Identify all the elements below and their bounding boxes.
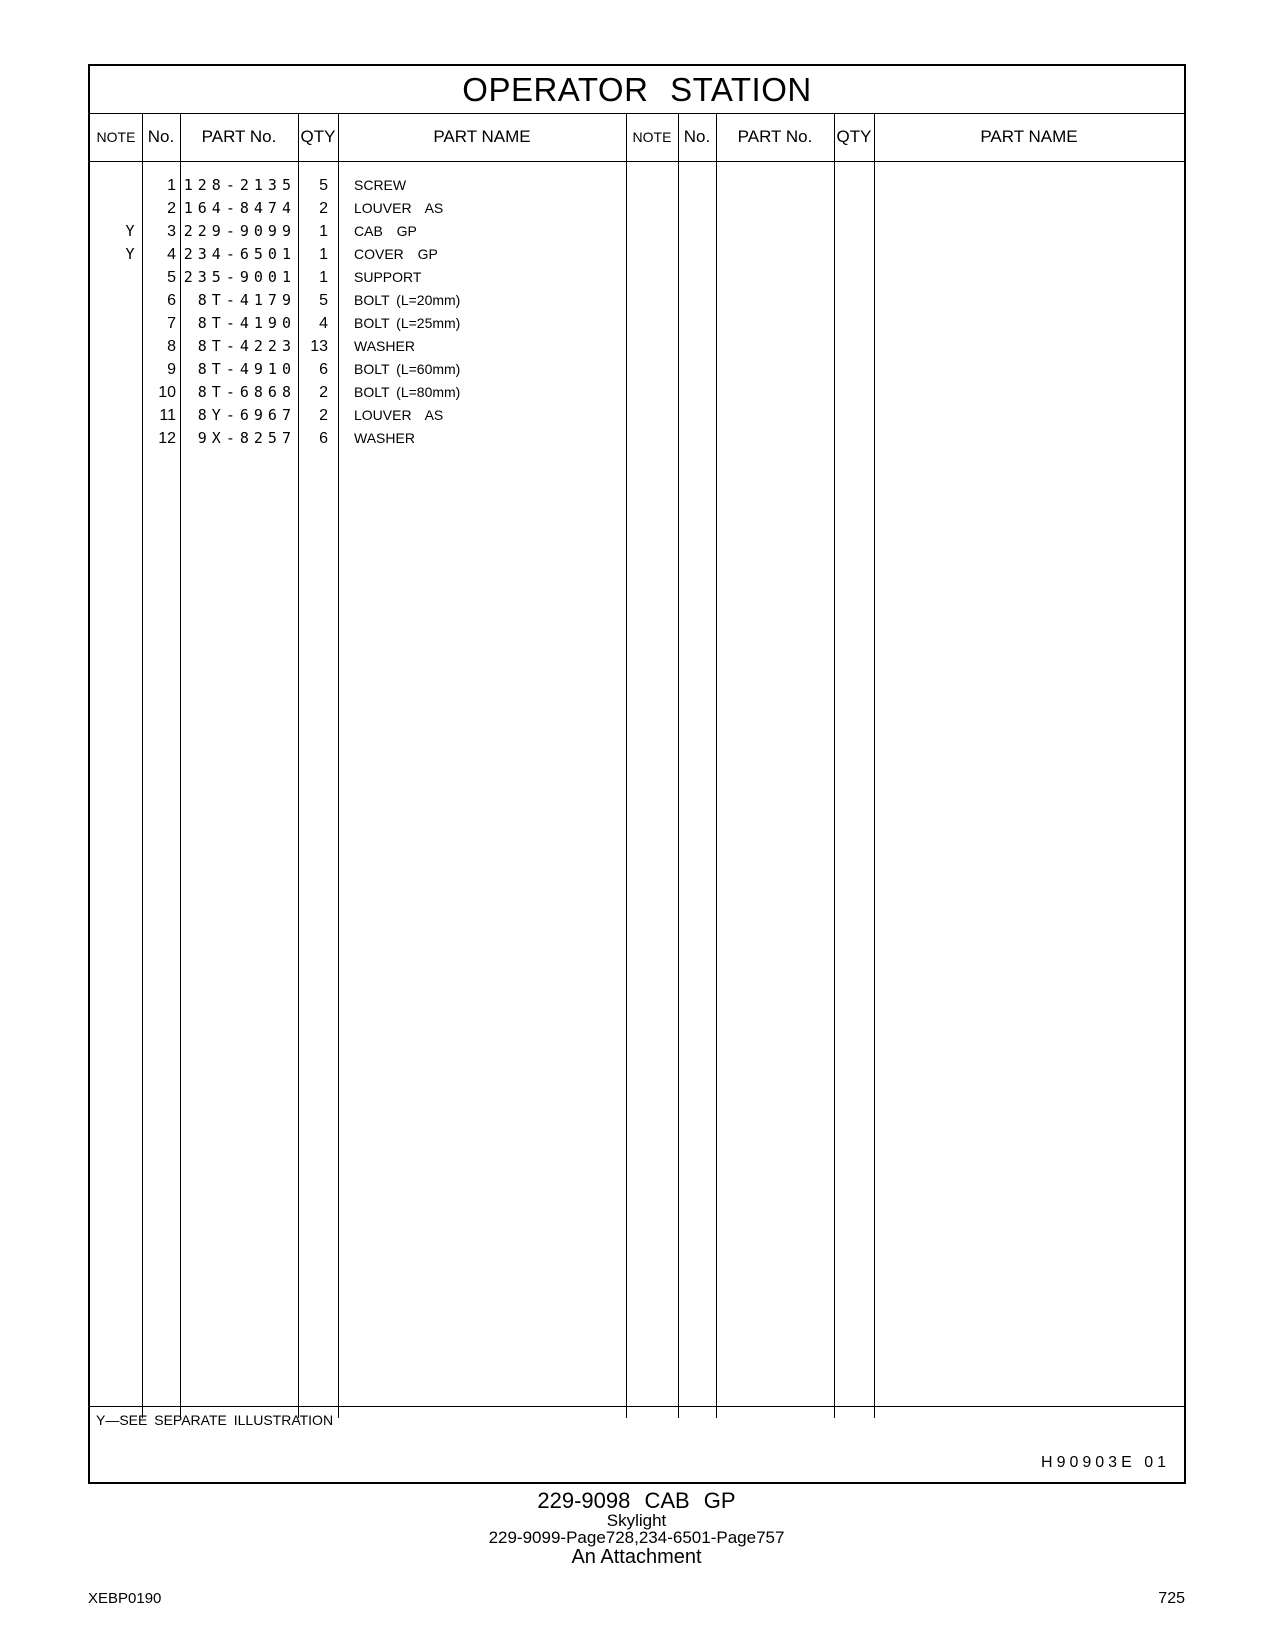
row-quantity: 5 [319,292,328,309]
caption-group-title: 229-9098 CAB GP [537,1488,736,1513]
column-divider [678,113,679,1418]
row-note: Y [125,245,135,263]
row-quantity: 5 [319,177,328,194]
row-quantity: 2 [319,200,328,217]
row-quantity: 4 [319,315,328,332]
row-quantity: 2 [319,407,328,424]
row-number: 11 [159,407,176,424]
header-note-right: NOTE [632,129,672,145]
illustration-code: H90903E 01 [1041,1454,1170,1471]
row-part-name: BOLT (L=20mm) [354,292,461,308]
row-quantity: 2 [319,384,328,401]
row-quantity: 1 [319,269,328,286]
row-number: 2 [167,200,176,217]
row-part-name: SUPPORT [354,269,422,285]
column-divider [716,113,717,1418]
row-quantity: 1 [319,246,328,263]
row-part-number: 128-2135 [183,176,296,194]
row-part-name: CAB GP [354,223,417,239]
caption-page-references: 229-9099-Page728,234-6501-Page757 [488,1528,785,1547]
row-part-name: SCREW [354,177,407,193]
row-number: 3 [167,223,176,240]
header-part-name-left: PART NAME [433,127,531,146]
row-part-name: LOUVER AS [354,200,444,216]
row-number: 1 [167,177,176,194]
row-number: 9 [167,361,176,378]
caption-subtitle: Skylight [606,1511,667,1530]
header-qty-right: QTY [836,127,872,146]
row-number: 10 [158,384,176,401]
row-part-number: 8Y-6967 [197,406,296,424]
row-quantity: 6 [319,430,328,447]
row-part-number: 234-6501 [183,245,296,263]
row-number: 5 [167,269,176,286]
row-number: 4 [167,246,176,263]
row-quantity: 1 [319,223,328,240]
row-part-name: LOUVER AS [354,407,444,423]
row-part-number: 8T-6868 [197,383,296,401]
row-part-number: 8T-4179 [197,291,296,309]
header-no-right: No. [683,127,711,146]
table-title: OPERATOR STATION [90,66,1184,114]
column-divider [626,113,627,1418]
row-part-name: BOLT (L=25mm) [354,315,461,331]
row-part-number: 164-8474 [183,199,296,217]
document-id: XEBP0190 [88,1590,162,1607]
page-number: 725 [1158,1590,1185,1607]
row-note: Y [125,222,135,240]
row-part-name: WASHER [354,430,415,446]
header-note-left: NOTE [96,129,136,145]
row-quantity: 6 [319,361,328,378]
row-part-number: 8T-4910 [197,360,296,378]
header-part-no-left: PART No. [201,127,277,146]
row-part-number: 8T-4223 [197,337,296,355]
row-number: 7 [167,315,176,332]
row-part-name: BOLT (L=80mm) [354,384,461,400]
row-number: 6 [167,292,176,309]
row-part-name: BOLT (L=60mm) [354,361,461,377]
parts-table-frame [88,64,1186,1484]
header-no-left: No. [147,127,175,146]
table-header-row [90,113,1184,162]
column-divider [874,113,875,1418]
column-divider [180,113,181,1418]
row-part-name: WASHER [354,338,415,354]
row-part-number: 8T-4190 [197,314,296,332]
row-part-number: 9X-8257 [197,429,296,447]
row-number: 8 [167,338,176,355]
row-part-number: 229-9099 [183,222,296,240]
header-part-no-right: PART No. [737,127,813,146]
row-quantity: 13 [310,338,328,355]
row-part-name: COVER GP [354,246,438,262]
caption-attachment-note: An Attachment [571,1546,702,1568]
column-divider [834,113,835,1418]
row-part-number: 235-9001 [183,268,296,286]
table-footer-divider [90,1406,1184,1407]
row-number: 12 [158,430,176,447]
column-divider [338,113,339,1418]
header-part-name-right: PART NAME [980,127,1078,146]
note-legend: Y—SEE SEPARATE ILLUSTRATION [96,1412,334,1428]
header-qty-left: QTY [300,127,336,146]
